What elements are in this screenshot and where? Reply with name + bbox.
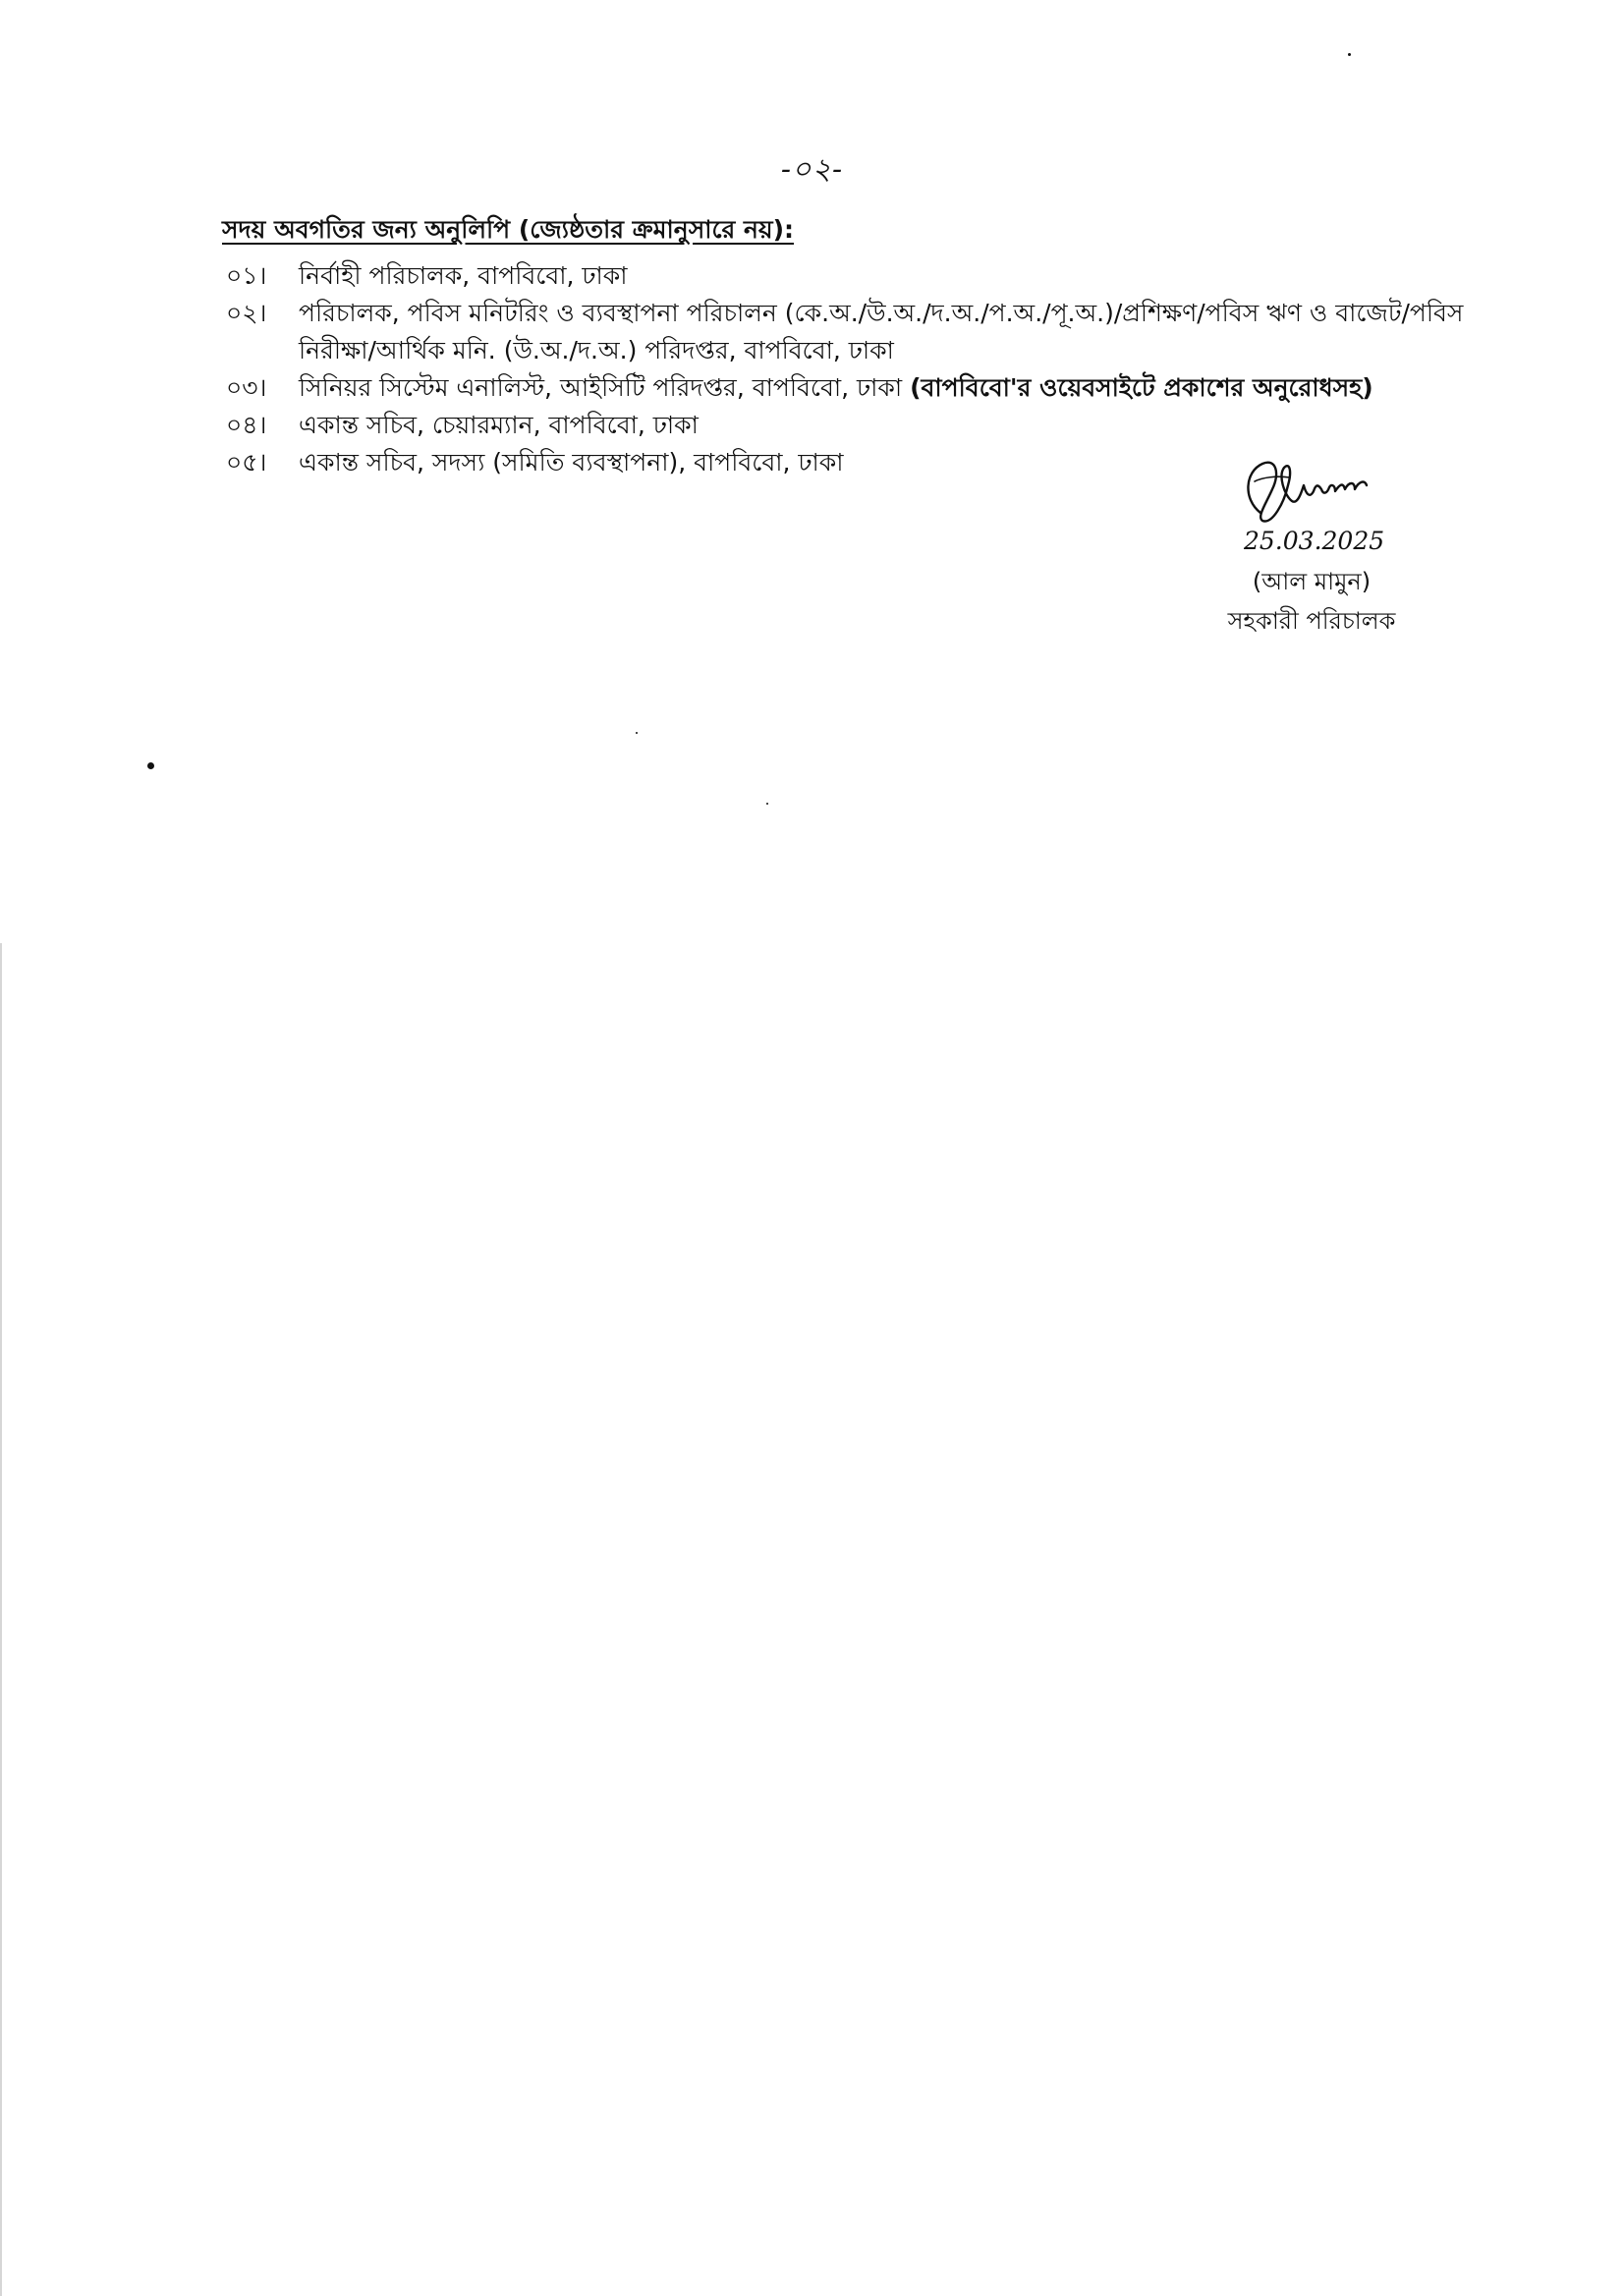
list-item-number: ০১।	[226, 261, 267, 290]
distribution-list	[226, 257, 1533, 481]
list-item	[226, 407, 1533, 444]
copy-distribution-heading: সদয় অবগতির জন্য অনুলিপি (জ্যেষ্ঠতার ক্রমানুসারে নয়):	[222, 215, 795, 244]
scan-speck	[1348, 53, 1351, 56]
list-item-number: ০৫।	[226, 448, 267, 476]
page-number: -০২-	[780, 152, 844, 187]
list-item-number: ০৪।	[226, 411, 267, 439]
handwritten-signature	[1233, 452, 1390, 531]
list-item	[226, 369, 1533, 407]
list-item-text	[299, 295, 1533, 369]
list-item-body: পরিচালক, পবিস মনিটরিং ও ব্যবস্থাপনা পরিচালন (কে.অ./উ.অ./দ.অ./প.অ./পূ.অ.)/প্রশিক্ষণ/পবিস ঋণ ও বাজেট/পবিস নিরীক্ষা/আর্থিক মনি. (উ.অ./দ.অ.) পরিদপ্তর, বাপবিবো, ঢাকা	[299, 299, 1464, 364]
list-item-number: ০২।	[226, 299, 267, 327]
list-item-text	[299, 407, 1533, 444]
scan-speck	[147, 762, 154, 769]
scan-edge	[0, 943, 2, 2296]
signature-block	[1199, 452, 1425, 648]
signer-name: (আল মামুন)	[1252, 568, 1372, 595]
list-item-text	[299, 369, 1533, 407]
scan-speck	[636, 732, 638, 734]
scan-speck	[766, 803, 768, 805]
list-item-body: নির্বাহী পরিচালক, বাপবিবো, ঢাকা	[299, 261, 628, 290]
list-item-emphasis: (বাপবিবো'র ওয়েবসাইটে প্রকাশের অনুরোধসহ)	[910, 373, 1373, 402]
list-item	[226, 257, 1533, 295]
list-item-text	[299, 257, 1533, 295]
signer-designation: সহকারী পরিচালক	[1227, 607, 1396, 635]
list-item-number: ০৩।	[226, 373, 267, 402]
signature-date: 25.03.2025	[1244, 527, 1385, 555]
list-item-body: একান্ত সচিব, চেয়ারম্যান, বাপবিবো, ঢাকা	[299, 411, 699, 439]
list-item-body: সিনিয়র সিস্টেম এনালিস্ট, আইসিটি পরিদপ্তর, বাপবিবো, ঢাকা	[299, 373, 911, 402]
list-item	[226, 295, 1533, 369]
list-item-body: একান্ত সচিব, সদস্য (সমিতি ব্যবস্থাপনা), বাপবিবো, ঢাকা	[299, 448, 844, 476]
